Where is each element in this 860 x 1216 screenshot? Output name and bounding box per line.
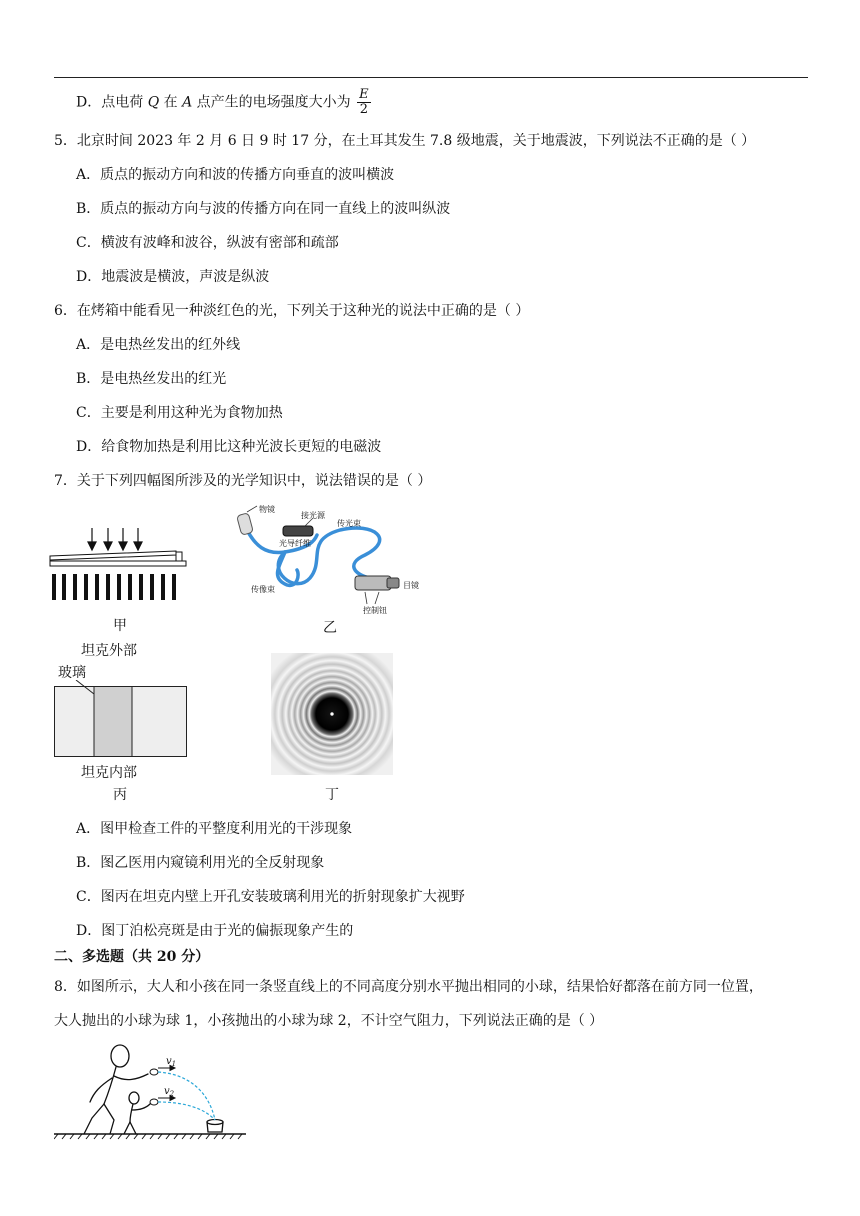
label-v2: $v_2$ [164,1086,175,1098]
q4-d-prefix: D．点电荷 [76,94,148,111]
caption-jia: 甲 [113,618,127,634]
caption-bing: 丙 [113,787,127,803]
q4-d-charge: Q [147,94,160,111]
q8-stem-line2: 大人抛出的小球为球 1，小孩抛出的小球为球 2，不计空气阻力，下列说法正确的是（ ） [54,1013,604,1029]
q4-d-point: A [182,94,193,111]
q6-option-b: B．是电热丝发出的红光 [76,371,227,387]
q5-option-a: A．质点的振动方向和波的传播方向垂直的波叫横波 [76,167,395,183]
label-tank-inside: 坦克内部 [81,765,137,781]
label-eyepiece: 目镜 [403,581,419,590]
label-objective: 物镜 [259,505,275,514]
label-fiber: 光导纤维 [279,539,311,548]
q4-d-mid: 在 [159,94,183,111]
q8-stem-line1: 8．如图所示，大人和小孩在同一条竖直线上的不同高度分别水平抛出相同的小球，结果恰好都落在前方同一位置， [54,979,763,995]
q7-option-d: D．图丁泊松亮斑是由于光的偏振现象产生的 [76,923,354,939]
q6-option-a: A．是电热丝发出的红外线 [76,337,241,353]
caption-ding: 丁 [325,787,339,803]
label-light-beam: 传光束 [337,519,361,528]
fraction-numerator: E [359,87,369,102]
q7-option-b: B．图乙医用内窥镜利用光的全反射现象 [76,855,325,871]
section-heading-multiple-choice: 二、多选题（共 20 分） [54,949,210,965]
label-glass: 玻璃 [58,665,86,681]
q7-option-a: A．图甲检查工件的平整度利用光的干涉现象 [76,821,353,837]
q7-option-c: C．图丙在坦克内壁上开孔安装玻璃利用光的折射现象扩大视野 [76,889,465,905]
q4-d-suffix: 点产生的电场强度大小为 [192,94,351,111]
figure-q8-throwing [54,1042,250,1142]
label-light-source: 接光源 [301,511,325,520]
q5-stem: 5．北京时间 2023 年 2 月 6 日 9 时 17 分，在土耳其发生 7.8 级地震，关于地震波，下列说法不正确的是（ ） [54,133,756,149]
label-control: 控制钮 [363,606,387,615]
fraction-denominator: 2 [359,102,368,117]
q5-option-b: B．质点的振动方向与波的传播方向在同一直线上的波叫纵波 [76,201,451,217]
q6-stem: 6．在烤箱中能看见一种淡红色的光，下列关于这种光的说法中正确的是（ ） [54,303,530,319]
figure-yi-endoscope [225,500,435,620]
q5-option-d: D．地震波是横波，声波是纵波 [76,269,270,285]
q7-stem: 7．关于下列四幅图所涉及的光学知识中，说法错误的是（ ） [54,473,432,489]
label-tank-outside: 坦克外部 [81,643,137,659]
caption-yi: 乙 [323,620,337,636]
label-image-beam: 传像束 [251,585,275,594]
figure-bing-tank-glass [54,680,187,758]
header-rule [54,77,808,78]
figure-ding-poisson-spot [271,653,393,775]
q4-option-d [76,88,371,117]
label-v1: $v_1$ [166,1056,177,1068]
q5-option-c: C．横波有波峰和波谷，纵波有密部和疏部 [76,235,339,251]
q6-option-c: C．主要是利用这种光为食物加热 [76,405,283,421]
q6-option-d: D．给食物加热是利用比这种光波长更短的电磁波 [76,439,382,455]
q4-d-fraction [357,88,371,117]
figure-jia-interference [48,522,188,604]
